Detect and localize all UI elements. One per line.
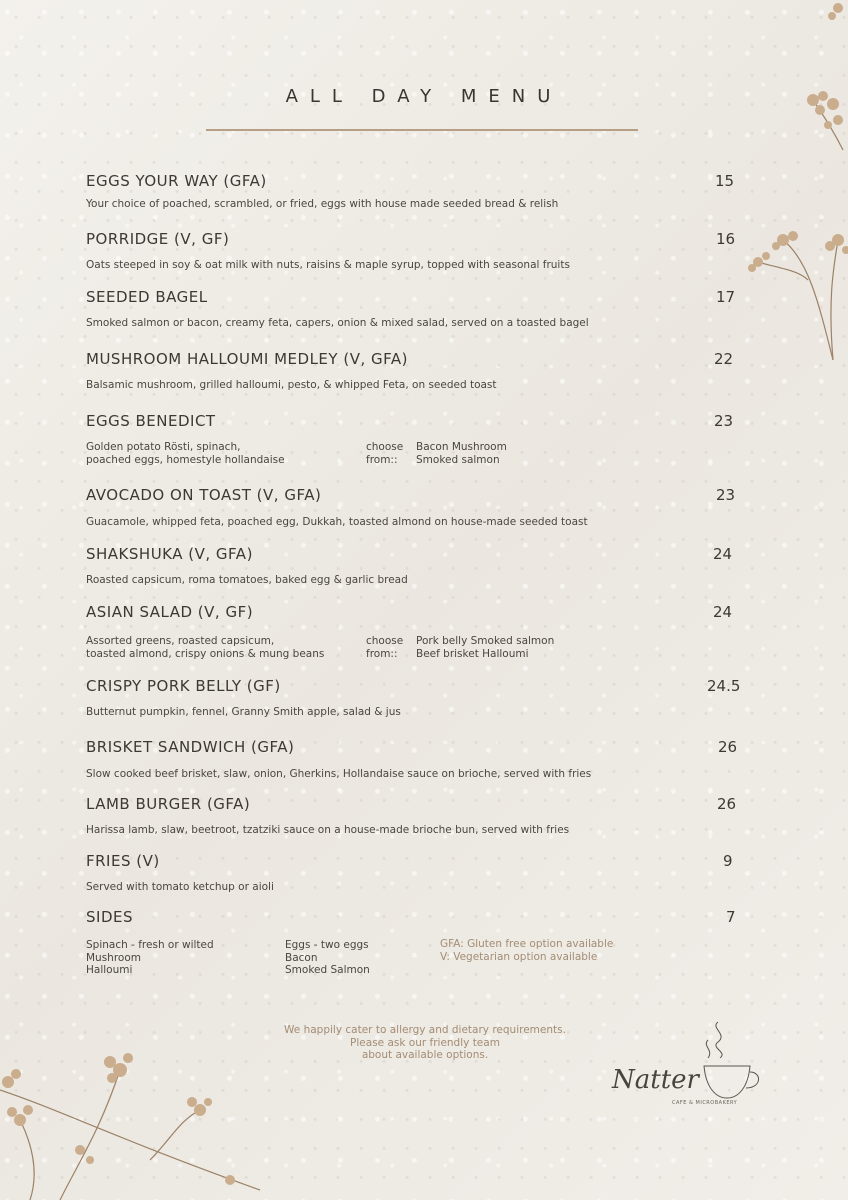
logo-wordmark: Natter — [612, 1065, 699, 1095]
item-description — [86, 635, 324, 660]
item-description: Harissa lamb, slaw, beetroot, tzatziki sauce on a house-made brioche bun, served with fries — [86, 824, 570, 836]
item-price: 24 — [713, 603, 733, 621]
choose-label: choose — [366, 441, 404, 453]
item-description: Your choice of poached, scrambled, or fried, eggs with house made seeded bread & relish — [86, 198, 559, 210]
choose-label: choose — [366, 635, 404, 647]
item-price: 7 — [726, 908, 736, 926]
side-option: Mushroom — [86, 951, 142, 964]
item-name: PORRIDGE (V, GF) — [86, 230, 230, 248]
natter-logo — [610, 1018, 770, 1113]
item-price: 23 — [716, 486, 736, 504]
footnote-line: We happily cater to allergy and dietary requirements. — [284, 1024, 566, 1036]
item-name: SIDES — [86, 908, 133, 926]
coffee-cup-icon — [610, 1018, 770, 1113]
footnote-line: Please ask our friendly team — [350, 1036, 500, 1049]
option-line: Beef brisket Halloumi — [416, 647, 529, 660]
dietary-footnote — [250, 1024, 600, 1062]
item-description: Roasted capsicum, roma tomatoes, baked egg & garlic bread — [86, 574, 408, 586]
side-option: Smoked Salmon — [285, 964, 370, 976]
item-name: FRIES (V) — [86, 852, 160, 870]
item-price: 17 — [716, 288, 736, 306]
item-name: AVOCADO ON TOAST (V, GFA) — [86, 486, 322, 504]
option-list — [416, 635, 554, 660]
item-description: Served with tomato ketchup or aioli — [86, 881, 274, 893]
sides-column-2 — [285, 939, 370, 977]
item-name: MUSHROOM HALLOUMI MEDLEY (V, GFA) — [86, 350, 408, 368]
item-description: Oats steeped in soy & oat milk with nuts, raisins & maple syrup, topped with seasonal fruits — [86, 259, 570, 271]
description-line: Golden potato Rösti, spinach, — [86, 441, 241, 453]
item-price: 22 — [714, 350, 734, 368]
footnote-line: about available options. — [361, 1049, 489, 1061]
item-price: 26 — [717, 795, 737, 813]
title-divider — [206, 129, 638, 131]
choose-from-label — [366, 441, 403, 466]
item-name: BRISKET SANDWICH (GFA) — [86, 738, 295, 756]
item-price: 15 — [715, 172, 735, 190]
option-line: Bacon Mushroom — [416, 441, 507, 453]
legend-v: V: Vegetarian option available — [440, 950, 598, 963]
item-description: Smoked salmon or bacon, creamy feta, capers, onion & mixed salad, served on a toasted bagel — [86, 317, 589, 329]
item-price: 9 — [723, 852, 733, 870]
description-line: poached eggs, homestyle hollandaise — [86, 453, 285, 466]
legend-gfa: GFA: Gluten free option available — [440, 938, 614, 950]
item-name: LAMB BURGER (GFA) — [86, 795, 251, 813]
item-description — [86, 441, 285, 466]
option-line: Smoked salmon — [416, 453, 500, 466]
menu-title: ALL DAY MENU — [285, 86, 563, 107]
item-description: Balsamic mushroom, grilled halloumi, pesto, & whipped Feta, on seeded toast — [86, 379, 497, 391]
item-name: EGGS YOUR WAY (GFA) — [86, 172, 267, 190]
item-price: 23 — [714, 412, 734, 430]
item-name: EGGS BENEDICT — [86, 412, 216, 430]
dried-flower-decoration-bottom — [0, 1010, 270, 1200]
choose-from-label — [366, 635, 403, 660]
item-name: SHAKSHUKA (V, GFA) — [86, 545, 253, 563]
dietary-legend — [440, 938, 613, 963]
from-label: from:: — [366, 647, 398, 660]
option-line: Pork belly Smoked salmon — [416, 635, 555, 647]
item-name: SEEDED BAGEL — [86, 288, 208, 306]
item-price: 16 — [716, 230, 736, 248]
side-option: Eggs - two eggs — [285, 939, 369, 951]
logo-tagline: CAFE & MICROBAKERY — [672, 1100, 738, 1106]
description-line: Assorted greens, roasted capsicum, — [86, 635, 275, 647]
side-option: Halloumi — [86, 964, 133, 976]
item-description: Slow cooked beef brisket, slaw, onion, Gherkins, Hollandaise sauce on brioche, served with fries — [86, 768, 592, 780]
item-name: CRISPY PORK BELLY (GF) — [86, 677, 281, 695]
item-name: ASIAN SALAD (V, GF) — [86, 603, 254, 621]
dried-flower-decoration-top — [738, 0, 848, 380]
side-option: Bacon — [285, 951, 318, 964]
description-line: toasted almond, crispy onions & mung beans — [86, 647, 325, 660]
item-description: Guacamole, whipped feta, poached egg, Dukkah, toasted almond on house-made seeded toast — [86, 516, 588, 528]
sides-column-1 — [86, 939, 214, 977]
item-price: 26 — [718, 738, 738, 756]
side-option: Spinach - fresh or wilted — [86, 939, 214, 951]
option-list — [416, 441, 507, 466]
from-label: from:: — [366, 453, 398, 466]
item-price: 24 — [713, 545, 733, 563]
item-price: 24.5 — [707, 677, 741, 695]
item-description: Butternut pumpkin, fennel, Granny Smith apple, salad & jus — [86, 706, 401, 718]
